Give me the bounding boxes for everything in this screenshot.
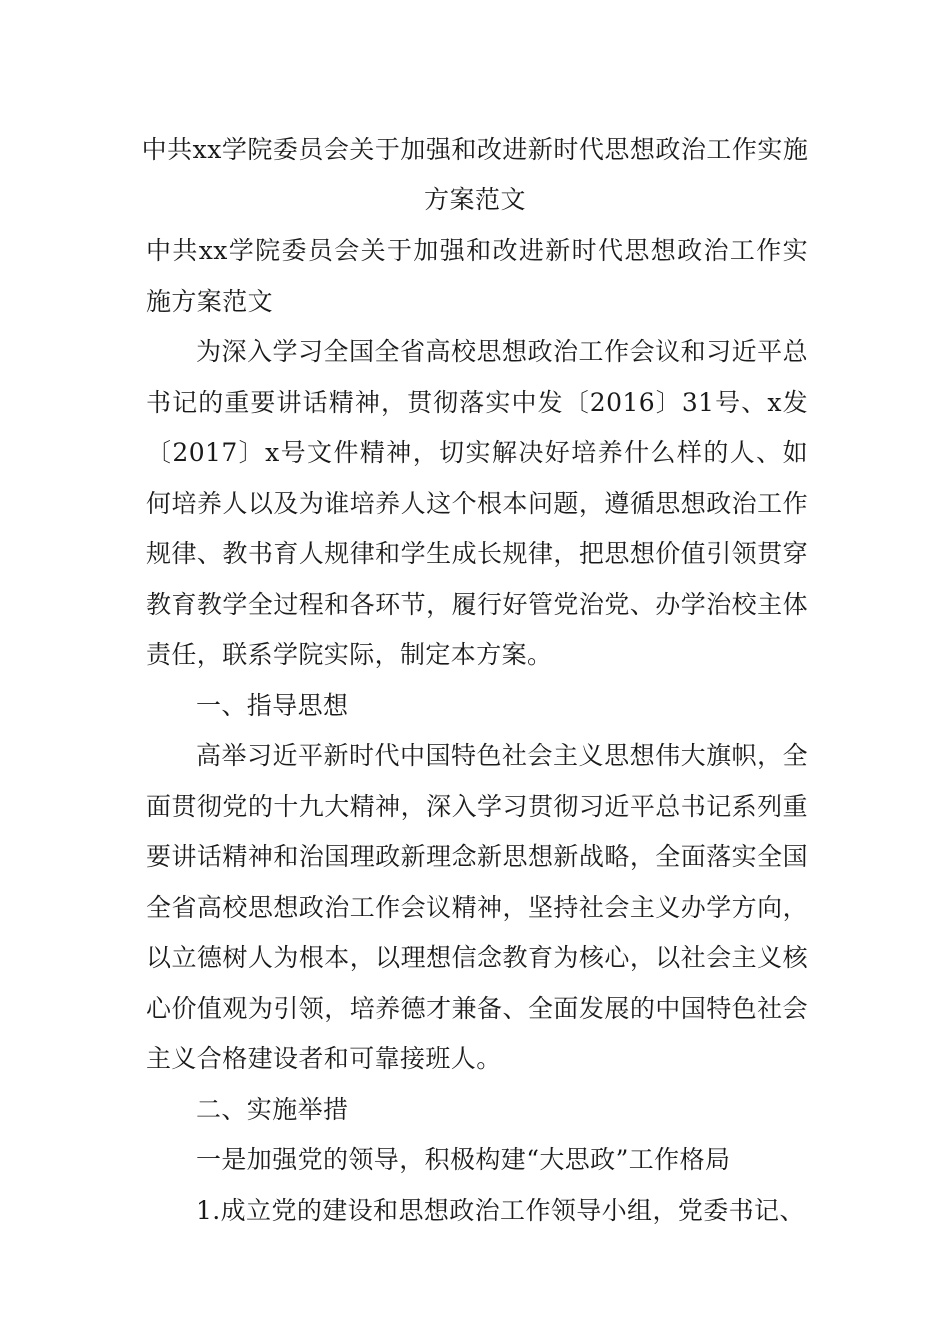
document-title: 中共xx学院委员会关于加强和改进新时代思想政治工作实施方案范文 (141, 135, 809, 214)
document-subtitle: 中共xx学院委员会关于加强和改进新时代思想政治工作实施方案范文 (146, 236, 808, 316)
guiding-ideology-paragraph: 高举习近平新时代中国特色社会主义思想伟大旗帜，全面贯彻党的十九大精神，深入学习贯彻习近平总书记系列重要讲话精神和治国理政新理念新思想新战略，全面落实全国全省高校思想政治工作会议精神，坚持社会主义办学方向，以立德树人为根本，以理想信念教育为核心，以社会主义核心价值观为引领，培养德才兼备、全面发展的中国特色社会主义合格建设者和可靠接班人。 (146, 741, 808, 1073)
document-body (146, 226, 808, 1236)
section-heading-guiding-ideology: 一、指导思想 (196, 690, 349, 720)
section-heading-measures: 二、实施举措 (196, 1094, 349, 1124)
measure-item-1: 1.成立党的建设和思想政治工作领导小组，党委书记、 (196, 1195, 805, 1225)
measure-heading-party-leadership: 一是加强党的领导，积极构建“大思政”工作格局 (196, 1145, 731, 1174)
intro-paragraph: 为深入学习全国全省高校思想政治工作会议和习近平总书记的重要讲话精神，贯彻落实中发〔2016〕31号、x发〔2017〕x号文件精神，切实解决好培养什么样的人、如何培养人以及为谁培养人这个根本问题，遵循思想政治工作规律、教书育人规律和学生成长规律，把思想价值引领贯穿教育教学全过程和各环节，履行好管党治党、办学治校主体责任，联系学院实际，制定本方案。 (146, 337, 808, 669)
